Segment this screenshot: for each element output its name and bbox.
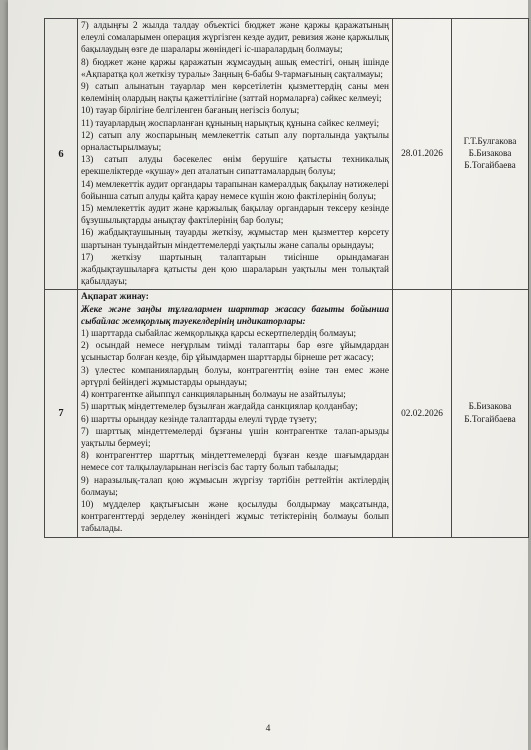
list-item: 11) тауарлардың жоспарланған құнының нарықтық құнына сәйкес келмеуі; bbox=[81, 118, 380, 129]
row-date: 02.02.2026 bbox=[393, 290, 452, 537]
responsible-person: Б.Тогайбаева bbox=[464, 161, 516, 172]
list-item: 7) алдыңғы 2 жылда талдау объектісі бюджет және қаржы қаражатының елеулі сомаларымен операция жүргізген кезде аудит, ревизия және қаржылық бақылаудың өзге де шаралары жөніндегі іс-шаралардың болмауы; bbox=[81, 21, 389, 56]
table-row bbox=[45, 290, 529, 537]
list-item: 1) шарттарда сыбайлас жемқорлыққа қарсы ескертпелердің болмауы; bbox=[81, 329, 357, 340]
list-item: 16) жабдықтаушының тауарды жеткізу, жұмыстар мен қызметтер көрсету шартынан туындайтын міндеттемелерді уақтылы және сапалы орындауы; bbox=[81, 228, 389, 251]
list-item: 3) үлестес компаниялардың болуы, контрагенттің өзіне тән емес және әртүрлі бейіндегі жұмыстарды орындауы; bbox=[81, 365, 389, 388]
list-item: 9) наразылық-талап қою жұмысын жүргізу тәртібін реттейтін актілердің болмауы; bbox=[81, 475, 389, 498]
row-responsible bbox=[452, 290, 529, 537]
list-item: 7) шарттық міндеттемелерді бұзғаны үшін контрагентке талап-арызды уақтылы бермеуі; bbox=[81, 426, 389, 449]
responsible-person: Б.Тогайбаева bbox=[464, 414, 516, 425]
list-item: 2) осындай немесе неғұрлым тиімді талаптары бар өзге ұйымдардан ұсыныстар болған кезде, бір ұйымдармен шарттарды бірнеше рет жасасу; bbox=[81, 341, 389, 364]
responsible-person: Б.Бизакова bbox=[468, 149, 512, 160]
row-content bbox=[78, 19, 393, 290]
responsible-person: Б.Бизакова bbox=[468, 402, 512, 413]
section-subheading: Жеке және заңды тұлғалармен шарттар жасасу бағыты бойынша сыбайлас жемқорлық тәуекелдерінің индикаторлары: bbox=[81, 304, 389, 327]
row-number: 7 bbox=[45, 290, 78, 537]
list-item: 10) тауар бірлігіне белгіленген бағаның негізсіз болуы; bbox=[81, 106, 300, 117]
list-item: 15) мемлекеттік аудит және қаржылық бақылау органдарын тексеру кезінде бұзушылықтарды анықтау фактілерінің бар болуы; bbox=[81, 204, 389, 227]
list-item: 5) шарттық міндеттемелер бұзылған жағдайда санкциялар қолданбау; bbox=[81, 402, 358, 413]
row-responsible bbox=[452, 19, 529, 290]
list-item: 8) бюджет және қаржы қаражатын жұмсаудың ашық еместігі, оның ішінде «Ақпаратқа қол жеткізу туралы» Заңның 6-бабы 9-тармағының сақталмауы; bbox=[81, 57, 389, 80]
list-item: 6) шартты орындау кезінде талаптарды елеулі түрде түзету; bbox=[81, 414, 317, 425]
row-number: 6 bbox=[45, 19, 78, 290]
list-item: 12) сатып алу жоспарының мемлекеттік сатып алу порталында уақтылы орналастырылмауы; bbox=[81, 130, 389, 154]
row-content bbox=[78, 290, 393, 537]
measures-table bbox=[44, 18, 529, 538]
list-item: 4) контрагентке айыппұл санкцияларының болмауы не азайтылуы; bbox=[81, 390, 346, 401]
list-item: 17) жеткізу шартының талаптарын тиісінше орындамаған жабдықтаушыларға қатысты ден қою шараларын уақтылы мен толықтай қабылдауы; bbox=[81, 252, 389, 288]
section-heading: Ақпарат жинау: bbox=[81, 292, 149, 303]
table-row bbox=[45, 19, 529, 290]
list-item: 14) мемлекеттік аудит органдары тарапынан камералдық бақылау нәтижелері бойынша сатып алуды қайта қарау немесе күшін жою фактілерінің болуы; bbox=[81, 179, 389, 202]
row-date: 28.01.2026 bbox=[393, 19, 452, 290]
list-item: 10) мүдделер қақтығысын және қосылуды болдырмау мақсатында, контрагенттерді зерделеу жөніндегі жұмыс тетіктерінің болмауы болып табылады. bbox=[81, 499, 389, 535]
list-item: 8) контрагенттер шарттық міндеттемелерді бұзған кезде шағымдардан немесе сот талқылауларынан негізсіз бас тарту болып табылады; bbox=[81, 451, 389, 474]
page-number: 4 bbox=[265, 724, 271, 734]
list-item: 13) сатып алуды бәсекелес өнім берушіге қатысты техникалық ерекшеліктерде «қушау» деп аталатын сипаттамалардың болуы; bbox=[81, 155, 389, 178]
list-item: 9) сатып алынатын тауарлар мен көрсетілетін қызметтердің саны мен көлемінің олардың нақты қажеттілігіне (заттай нормаларға) сәйкес келмеуі; bbox=[81, 82, 389, 105]
document-page bbox=[8, 0, 528, 750]
responsible-person: Г.Т.Булгакова bbox=[463, 136, 517, 147]
